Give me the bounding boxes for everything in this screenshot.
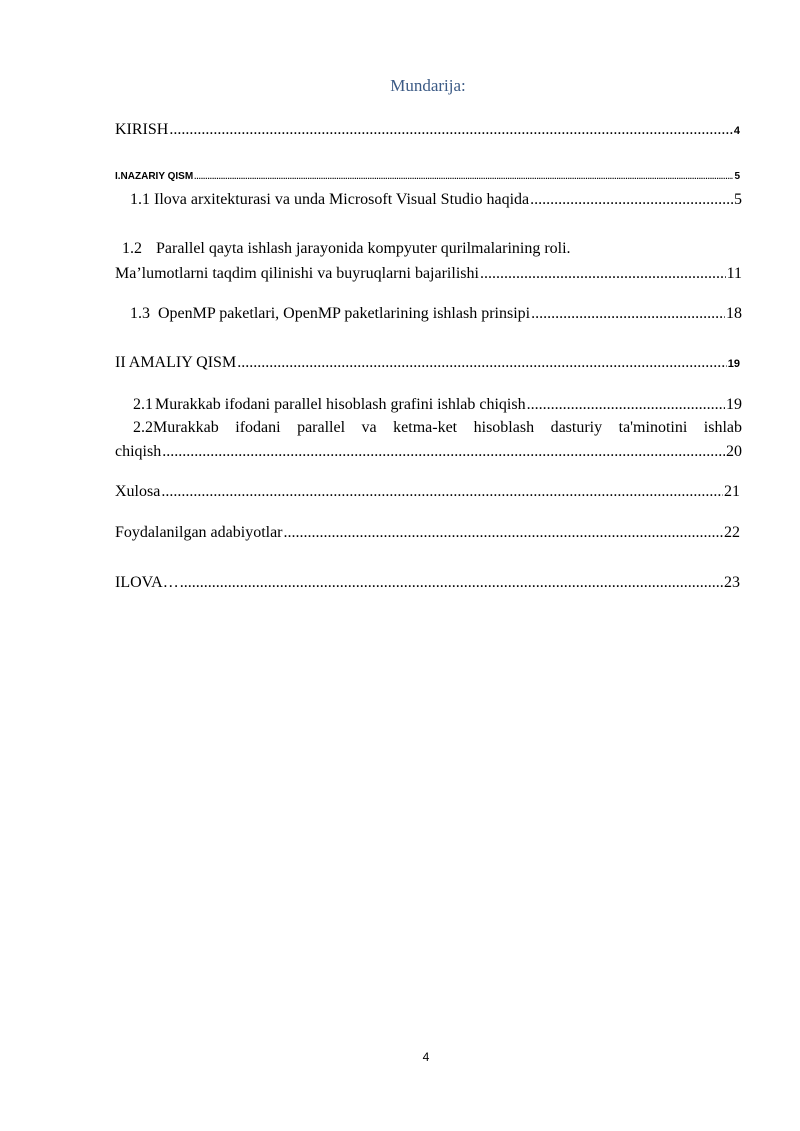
toc-page-number: 11 — [726, 265, 742, 282]
toc-entry-amaliy[interactable] — [115, 353, 740, 374]
dot-leader — [527, 395, 725, 415]
toc-entry-label: Murakkab ifodani parallel va ketma-ket hisoblash dasturiy ta'minotini ishlab — [153, 419, 742, 436]
toc-entry-xulosa[interactable] — [115, 482, 740, 502]
toc-page-number: 21 — [724, 483, 740, 500]
dot-leader — [180, 573, 723, 593]
toc-entry-label: I.NAZARIY QISM — [115, 171, 194, 182]
toc-entry-2-1[interactable] — [133, 395, 742, 415]
toc-page-number: 5 — [734, 191, 742, 208]
dot-leader — [480, 261, 726, 286]
toc-page-number: 5 — [734, 171, 740, 182]
dot-leader — [169, 120, 733, 140]
toc-entry-label: Murakkab ifodani parallel hisoblash grafini ishlab chiqish — [155, 396, 526, 413]
toc-entry-2-2[interactable] — [115, 416, 742, 464]
toc-page-number: 19 — [727, 358, 740, 370]
toc-entry-number: 2.2 — [133, 419, 153, 436]
dot-leader — [237, 353, 727, 373]
toc-entry-number: 1.1 — [130, 191, 150, 208]
toc-entry-label: Parallel qayta ishlash jarayonida kompyuter qurilmalarining roli. — [156, 240, 571, 257]
toc-page-number: 20 — [726, 443, 742, 460]
dot-leader — [161, 482, 723, 502]
toc-entry-label: Xulosa — [115, 483, 161, 500]
toc-entry-label: Foydalanilgan adabiyotlar — [115, 524, 283, 541]
toc-page-number: 4 — [733, 125, 740, 137]
dot-leader — [194, 170, 733, 184]
toc-entry-label-continued: chiqish — [115, 443, 162, 460]
toc-entry-label: Ilova arxitekturasi va unda Microsoft Visual Studio haqida — [154, 191, 530, 208]
page-title: Mundarija: — [390, 76, 466, 95]
dot-leader — [284, 523, 723, 543]
dot-leader — [531, 304, 725, 324]
toc-entry-number: 1.2 — [122, 240, 142, 257]
toc-entry-ilova[interactable] — [115, 573, 740, 593]
toc-entry-label: KIRISH — [115, 121, 169, 138]
toc-entry-1-3[interactable] — [130, 304, 742, 324]
toc-entry-nazariy[interactable] — [115, 170, 740, 184]
dot-leader — [162, 440, 725, 464]
toc-entry-label-continued: Ma’lumotlarni taqdim qilinishi va buyruqlarni bajarilishi — [115, 265, 479, 282]
toc-entry-label: OpenMP paketlari, OpenMP paketlarining ishlash prinsipi — [158, 305, 531, 322]
toc-entry-1-2[interactable] — [115, 236, 742, 286]
toc-page-number: 18 — [726, 305, 742, 322]
toc-entry-1-1[interactable] — [130, 190, 742, 210]
toc-page-number: 22 — [724, 524, 740, 541]
page-footer-number: 4 — [422, 1050, 430, 1064]
toc-entry-label: ILOVA… — [115, 574, 179, 591]
toc-entry-adabiyotlar[interactable] — [115, 523, 740, 543]
toc-page-number: 23 — [724, 574, 740, 591]
toc-entry-number: 1.3 — [130, 305, 150, 322]
toc-page-number: 19 — [726, 396, 742, 413]
dot-leader — [530, 190, 733, 210]
toc-entry-kirish[interactable] — [115, 120, 740, 141]
toc-entry-number: 2.1 — [133, 396, 153, 413]
toc-entry-label: II AMALIY QISM — [115, 354, 237, 371]
